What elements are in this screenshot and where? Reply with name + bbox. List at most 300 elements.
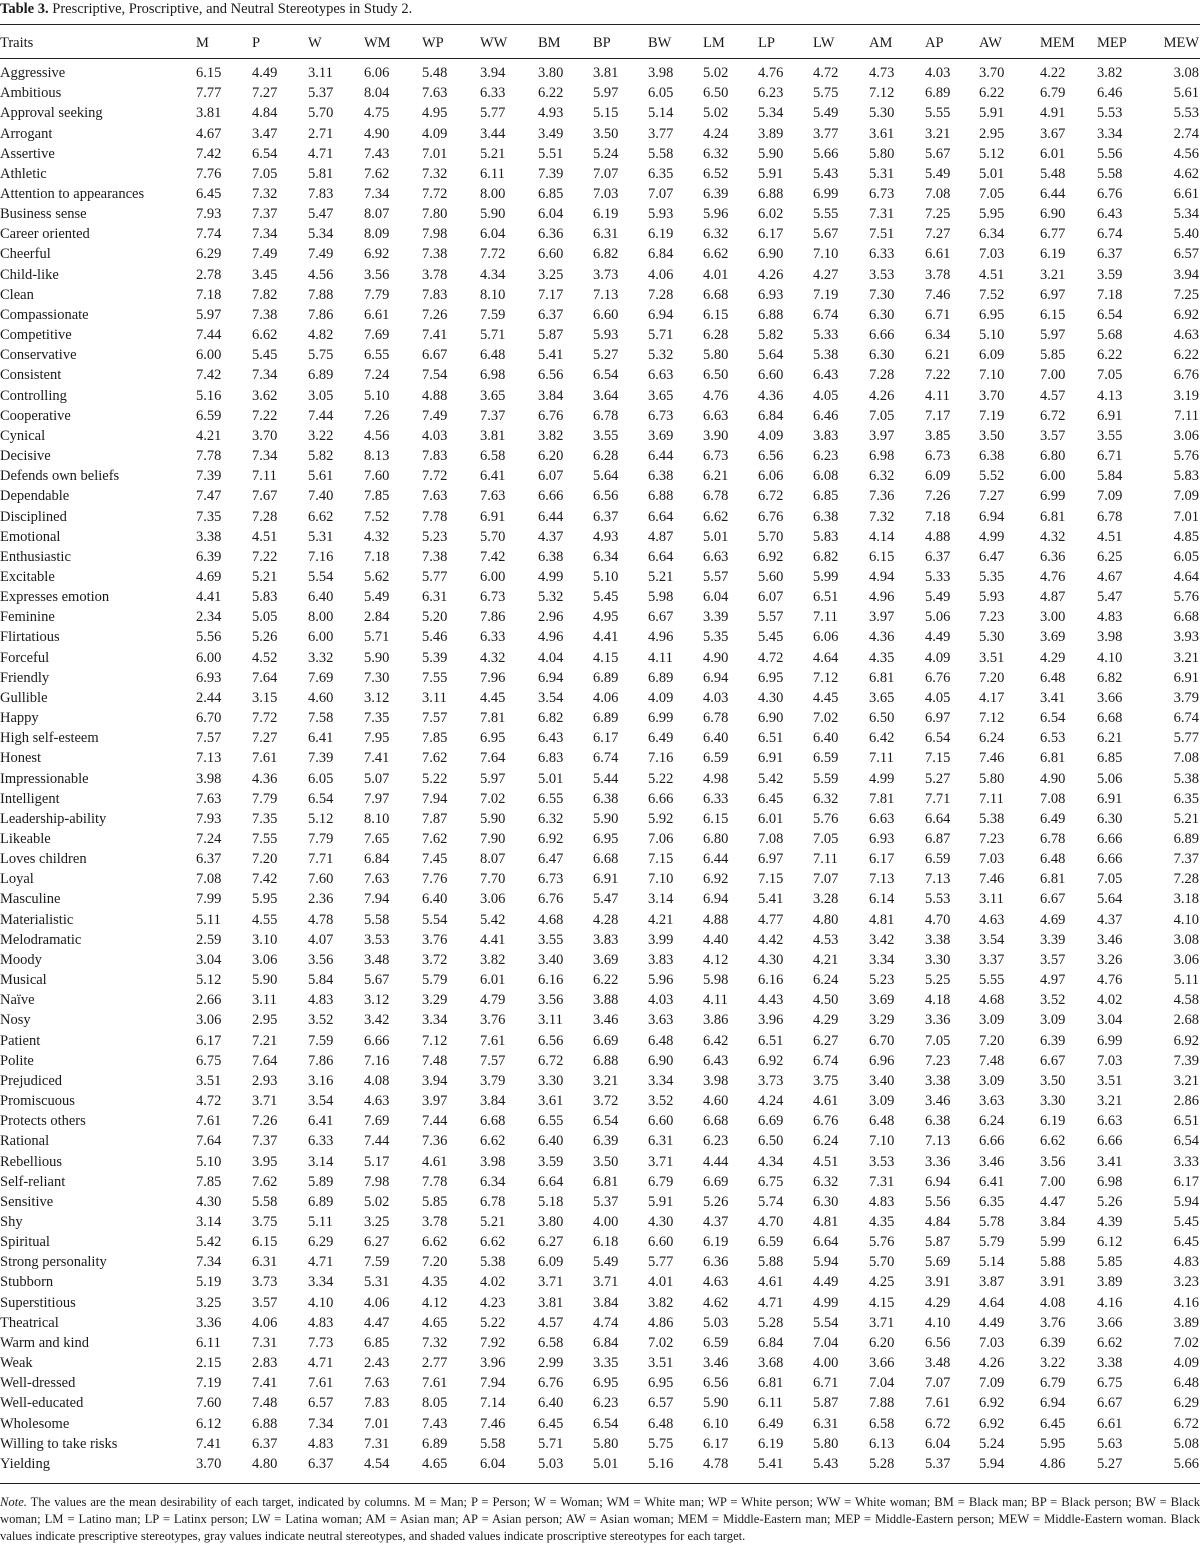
table-cell: 4.17 xyxy=(979,689,1005,706)
table-cell: 6.85 xyxy=(1097,750,1123,767)
table-cell: 4.32 xyxy=(480,649,506,666)
table-cell: 3.39 xyxy=(703,609,729,626)
table-cell: 5.76 xyxy=(813,810,839,827)
table-cell: 7.12 xyxy=(979,710,1005,727)
table-cell: 7.78 xyxy=(422,508,448,525)
table-row xyxy=(0,103,1200,123)
table-cell: 3.44 xyxy=(480,125,506,142)
table-row xyxy=(0,708,1200,728)
table-cell: 5.89 xyxy=(308,1173,334,1190)
table-cell: 5.11 xyxy=(196,911,221,928)
table-cell: 6.31 xyxy=(648,1133,674,1150)
table-cell: 5.97 xyxy=(480,770,506,787)
table-cell: 5.32 xyxy=(648,347,674,364)
table-cell: 6.78 xyxy=(1040,831,1066,848)
table-cell: 4.79 xyxy=(480,992,506,1009)
table-cell: 4.61 xyxy=(813,1093,839,1110)
table-cell: 5.80 xyxy=(979,770,1005,787)
table-cell: 6.62 xyxy=(703,246,729,263)
table-cell: 5.18 xyxy=(538,1193,564,1210)
table-cell: 7.69 xyxy=(364,327,390,344)
table-cell: 7.21 xyxy=(252,1032,278,1049)
table-row xyxy=(0,527,1200,547)
table-cell: 5.80 xyxy=(593,1435,619,1452)
table-cell: 6.66 xyxy=(648,790,674,807)
table-cell: 7.65 xyxy=(364,831,390,848)
table-cell: 7.28 xyxy=(1173,871,1199,888)
table-cell: 6.68 xyxy=(703,1113,729,1130)
table-cell: 4.67 xyxy=(1097,568,1123,585)
trait-name: Expresses emotion xyxy=(0,589,110,606)
table-cell: 5.41 xyxy=(758,891,784,908)
table-cell: 3.59 xyxy=(538,1153,564,1170)
table-cell: 7.03 xyxy=(979,1334,1005,1351)
table-cell: 4.93 xyxy=(593,528,619,545)
table-cell: 6.45 xyxy=(758,790,784,807)
table-cell: 5.10 xyxy=(196,1153,222,1170)
table-cell: 6.38 xyxy=(925,1113,951,1130)
table-cell: 4.77 xyxy=(758,911,784,928)
table-cell: 6.92 xyxy=(758,548,784,565)
table-cell: 4.64 xyxy=(1173,568,1199,585)
table-cell: 5.25 xyxy=(925,972,951,989)
column-header: LM xyxy=(703,34,725,51)
table-cell: 3.91 xyxy=(1040,1274,1066,1291)
trait-name: Compassionate xyxy=(0,306,89,323)
table-cell: 7.83 xyxy=(422,286,448,303)
table-cell: 3.06 xyxy=(480,891,506,908)
table-cell: 5.57 xyxy=(703,568,729,585)
table-cell: 6.81 xyxy=(758,1375,784,1392)
table-cell: 4.99 xyxy=(979,528,1005,545)
table-cell: 4.06 xyxy=(648,266,674,283)
table-cell: 3.98 xyxy=(703,1072,729,1089)
table-cell: 7.55 xyxy=(422,669,448,686)
table-cell: 6.79 xyxy=(648,1173,674,1190)
table-cell: 5.37 xyxy=(308,85,334,102)
table-cell: 5.76 xyxy=(1173,589,1199,606)
table-cell: 6.48 xyxy=(648,1415,674,1432)
table-row xyxy=(0,889,1200,909)
table-cell: 5.96 xyxy=(703,206,729,223)
table-cell: 7.03 xyxy=(593,186,619,203)
table-cell: 3.81 xyxy=(593,65,619,82)
table-cell: 7.64 xyxy=(480,750,506,767)
table-cell: 6.61 xyxy=(1173,186,1199,203)
table-cell: 3.46 xyxy=(1097,931,1123,948)
table-cell: 7.31 xyxy=(252,1334,278,1351)
table-row xyxy=(0,930,1200,950)
table-cell: 6.60 xyxy=(593,306,619,323)
trait-name: Enthusiastic xyxy=(0,548,71,565)
table-cell: 4.37 xyxy=(538,528,564,545)
table-cell: 4.09 xyxy=(925,649,951,666)
table-cell: 4.54 xyxy=(364,1455,390,1472)
table-cell: 6.63 xyxy=(869,810,895,827)
table-cell: 6.93 xyxy=(869,831,895,848)
table-cell: 7.82 xyxy=(252,286,278,303)
table-row xyxy=(0,1272,1200,1292)
table-cell: 6.54 xyxy=(308,790,334,807)
table-cell: 6.55 xyxy=(538,1113,564,1130)
table-cell: 6.17 xyxy=(869,851,895,868)
table-cell: 6.39 xyxy=(196,548,222,565)
table-cell: 6.88 xyxy=(252,1415,278,1432)
column-header: M xyxy=(196,34,209,51)
table-cell: 6.78 xyxy=(480,1193,506,1210)
table-cell: 7.60 xyxy=(364,468,390,485)
table-cell: 3.42 xyxy=(364,1012,390,1029)
table-cell: 6.51 xyxy=(758,1032,784,1049)
table-cell: 7.47 xyxy=(196,488,222,505)
table-row xyxy=(0,1373,1200,1393)
table-cell: 6.57 xyxy=(308,1395,334,1412)
table-cell: 5.71 xyxy=(538,1435,564,1452)
table-cell: 7.79 xyxy=(308,831,334,848)
trait-name: Warm and kind xyxy=(0,1334,90,1351)
table-cell: 3.28 xyxy=(813,891,839,908)
table-cell: 3.87 xyxy=(979,1274,1005,1291)
table-cell: 4.09 xyxy=(422,125,448,142)
table-cell: 4.28 xyxy=(593,911,619,928)
table-cell: 3.29 xyxy=(869,1012,895,1029)
table-cell: 7.72 xyxy=(422,468,448,485)
table-cell: 5.90 xyxy=(364,649,390,666)
table-cell: 3.65 xyxy=(648,387,674,404)
table-cell: 4.56 xyxy=(1173,145,1199,162)
table-cell: 6.04 xyxy=(480,226,506,243)
table-cell: 2.78 xyxy=(196,266,222,283)
table-row xyxy=(0,365,1200,385)
table-cell: 7.01 xyxy=(1173,508,1199,525)
table-cell: 7.48 xyxy=(979,1052,1005,1069)
table-cell: 6.96 xyxy=(869,1052,895,1069)
table-cell: 6.62 xyxy=(422,1234,448,1251)
table-cell: 3.40 xyxy=(869,1072,895,1089)
table-cell: 7.96 xyxy=(480,669,506,686)
table-cell: 6.60 xyxy=(538,246,564,263)
table-cell: 7.44 xyxy=(364,1133,390,1150)
table-row xyxy=(0,486,1200,506)
table-cell: 6.64 xyxy=(813,1234,839,1251)
table-cell: 7.77 xyxy=(196,85,222,102)
table-cell: 6.39 xyxy=(703,186,729,203)
table-cell: 6.28 xyxy=(703,327,729,344)
table-cell: 7.14 xyxy=(480,1395,506,1412)
table-row xyxy=(0,1151,1200,1171)
table-cell: 7.02 xyxy=(1173,1334,1199,1351)
table-cell: 6.68 xyxy=(1173,609,1199,626)
table-cell: 6.54 xyxy=(593,367,619,384)
table-cell: 7.72 xyxy=(422,186,448,203)
table-cell: 4.95 xyxy=(593,609,619,626)
table-cell: 7.13 xyxy=(925,1133,951,1150)
trait-name: Melodramatic xyxy=(0,931,82,948)
table-cell: 7.05 xyxy=(1097,871,1123,888)
table-cell: 6.51 xyxy=(1173,1113,1199,1130)
table-cell: 7.46 xyxy=(480,1415,506,1432)
table-row xyxy=(0,970,1200,990)
table-cell: 8.04 xyxy=(364,85,390,102)
table-cell: 6.80 xyxy=(703,831,729,848)
table-cell: 3.78 xyxy=(422,266,448,283)
table-cell: 5.23 xyxy=(869,972,895,989)
table-cell: 5.45 xyxy=(1173,1213,1199,1230)
table-cell: 5.71 xyxy=(364,629,390,646)
table-cell: 6.36 xyxy=(538,226,564,243)
table-cell: 5.45 xyxy=(593,589,619,606)
table-row xyxy=(0,950,1200,970)
table-cell: 3.54 xyxy=(308,1093,334,1110)
table-cell: 7.38 xyxy=(422,548,448,565)
table-cell: 7.90 xyxy=(480,831,506,848)
table-cell: 5.85 xyxy=(1040,347,1066,364)
table-cell: 5.95 xyxy=(252,891,278,908)
table-cell: 5.77 xyxy=(422,568,448,585)
table-cell: 5.11 xyxy=(1174,972,1199,989)
table-cell: 3.72 xyxy=(593,1093,619,1110)
table-cell: 6.37 xyxy=(196,851,222,868)
trait-name: Ambitious xyxy=(0,85,62,102)
table-cell: 5.41 xyxy=(538,347,564,364)
table-cell: 5.61 xyxy=(1173,85,1199,102)
table-row xyxy=(0,123,1200,143)
table-cell: 6.54 xyxy=(1097,306,1123,323)
table-cell: 4.29 xyxy=(813,1012,839,1029)
table-cell: 5.07 xyxy=(364,770,390,787)
table-cell: 3.71 xyxy=(593,1274,619,1291)
table-cell: 2.84 xyxy=(364,609,390,626)
table-cell: 5.10 xyxy=(593,568,619,585)
table-cell: 4.85 xyxy=(1173,528,1199,545)
column-header: WW xyxy=(480,34,508,51)
table-cell: 7.46 xyxy=(979,750,1005,767)
table-cell: 4.10 xyxy=(308,1294,334,1311)
table-cell: 4.72 xyxy=(196,1093,222,1110)
table-cell: 7.09 xyxy=(1097,488,1123,505)
table-cell: 7.93 xyxy=(196,206,222,223)
table-cell: 6.22 xyxy=(1097,347,1123,364)
table-row xyxy=(0,1232,1200,1252)
table-cell: 7.69 xyxy=(364,1113,390,1130)
table-cell: 3.84 xyxy=(480,1093,506,1110)
table-cell: 3.80 xyxy=(538,65,564,82)
table-cell: 7.62 xyxy=(252,1173,278,1190)
table-cell: 6.72 xyxy=(758,488,784,505)
table-cell: 3.51 xyxy=(1097,1072,1123,1089)
table-cell: 6.35 xyxy=(648,165,674,182)
table-cell: 7.40 xyxy=(308,488,334,505)
table-cell: 3.73 xyxy=(593,266,619,283)
table-cell: 6.67 xyxy=(1040,1052,1066,1069)
table-cell: 4.09 xyxy=(1173,1355,1199,1372)
table-cell: 6.59 xyxy=(703,750,729,767)
table-cell: 3.91 xyxy=(925,1274,951,1291)
table-row xyxy=(0,748,1200,768)
table-cell: 7.09 xyxy=(979,1375,1005,1392)
table-cell: 7.72 xyxy=(252,710,278,727)
table-cell: 7.59 xyxy=(364,1254,390,1271)
table-cell: 7.41 xyxy=(252,1375,278,1392)
column-header: MEP xyxy=(1097,34,1127,51)
table-cell: 6.22 xyxy=(538,85,564,102)
table-cell: 4.30 xyxy=(758,951,784,968)
table-cell: 6.51 xyxy=(758,730,784,747)
trait-name: Superstitious xyxy=(0,1294,76,1311)
table-cell: 7.94 xyxy=(364,891,390,908)
table-row xyxy=(0,184,1200,204)
table-row xyxy=(0,990,1200,1010)
table-cell: 7.30 xyxy=(364,669,390,686)
table-cell: 3.32 xyxy=(308,649,334,666)
table-cell: 4.02 xyxy=(1097,992,1123,1009)
table-cell: 4.03 xyxy=(648,992,674,1009)
table-cell: 5.27 xyxy=(593,347,619,364)
table-cell: 5.68 xyxy=(1097,327,1123,344)
table-cell: 4.74 xyxy=(593,1314,619,1331)
table-cell: 4.69 xyxy=(1040,911,1066,928)
table-cell: 5.80 xyxy=(703,347,729,364)
table-cell: 3.14 xyxy=(648,891,674,908)
table-cell: 4.60 xyxy=(308,689,334,706)
trait-name: Approval seeking xyxy=(0,105,103,122)
table-cell: 5.37 xyxy=(593,1193,619,1210)
table-cell: 3.82 xyxy=(1097,65,1123,82)
table-cell: 6.34 xyxy=(593,548,619,565)
table-cell: 6.98 xyxy=(1097,1173,1123,1190)
table-cell: 4.10 xyxy=(925,1314,951,1331)
table-cell: 4.81 xyxy=(869,911,895,928)
table-cell: 6.40 xyxy=(538,1133,564,1150)
table-row xyxy=(0,224,1200,244)
column-header: WP xyxy=(422,34,444,51)
table-cell: 7.60 xyxy=(196,1395,222,1412)
table-cell: 7.94 xyxy=(480,1375,506,1392)
table-row xyxy=(0,809,1200,829)
table-cell: 4.75 xyxy=(364,105,390,122)
table-cell: 5.21 xyxy=(480,145,506,162)
trait-name: Cooperative xyxy=(0,407,71,424)
table-cell: 5.32 xyxy=(538,589,564,606)
table-cell: 6.46 xyxy=(1097,85,1123,102)
table-cell: 4.30 xyxy=(196,1193,222,1210)
table-cell: 7.08 xyxy=(1173,750,1199,767)
table-cell: 7.12 xyxy=(422,1032,448,1049)
table-cell: 6.69 xyxy=(703,1173,729,1190)
table-cell: 5.35 xyxy=(979,568,1005,585)
table-cell: 6.98 xyxy=(869,448,895,465)
table-cell: 4.16 xyxy=(1097,1294,1123,1311)
table-cell: 6.66 xyxy=(1097,851,1123,868)
table-cell: 6.82 xyxy=(1097,669,1123,686)
table-cell: 4.65 xyxy=(422,1455,448,1472)
table-cell: 6.19 xyxy=(758,1435,784,1452)
table-cell: 6.75 xyxy=(758,1173,784,1190)
table-row xyxy=(0,244,1200,264)
column-header: AM xyxy=(869,34,893,51)
table-cell: 5.97 xyxy=(196,306,222,323)
table-cell: 7.22 xyxy=(252,407,278,424)
table-cell: 5.99 xyxy=(1040,1234,1066,1251)
table-cell: 6.62 xyxy=(1097,1334,1123,1351)
table-cell: 6.04 xyxy=(703,589,729,606)
table-cell: 7.58 xyxy=(308,710,334,727)
table-cell: 6.00 xyxy=(308,629,334,646)
table-cell: 3.57 xyxy=(252,1294,278,1311)
column-header: AW xyxy=(979,34,1002,51)
table-cell: 6.49 xyxy=(758,1415,784,1432)
table-cell: 6.75 xyxy=(196,1052,222,1069)
table-cell: 3.69 xyxy=(869,992,895,1009)
table-row xyxy=(0,1172,1200,1192)
table-cell: 3.21 xyxy=(593,1072,619,1089)
table-cell: 6.59 xyxy=(703,1334,729,1351)
table-cell: 4.68 xyxy=(979,992,1005,1009)
table-cell: 4.63 xyxy=(1173,327,1199,344)
table-cell: 6.32 xyxy=(703,145,729,162)
table-cell: 6.88 xyxy=(593,1052,619,1069)
table-cell: 3.79 xyxy=(1173,689,1199,706)
table-cell: 4.64 xyxy=(813,649,839,666)
table-cell: 6.76 xyxy=(1097,186,1123,203)
table-cell: 4.76 xyxy=(758,65,784,82)
table-cell: 3.06 xyxy=(1173,951,1199,968)
table-row xyxy=(0,426,1200,446)
table-cell: 2.77 xyxy=(422,1355,448,1372)
table-cell: 6.21 xyxy=(703,468,729,485)
trait-name: Cynical xyxy=(0,427,46,444)
table-cell: 3.04 xyxy=(1097,1012,1123,1029)
table-cell: 6.81 xyxy=(593,1173,619,1190)
table-cell: 4.86 xyxy=(1040,1455,1066,1472)
table-cell: 3.37 xyxy=(979,951,1005,968)
table-cell: 7.85 xyxy=(422,730,448,747)
table-cell: 6.66 xyxy=(364,1032,390,1049)
table-cell: 4.16 xyxy=(1173,1294,1199,1311)
table-cell: 6.54 xyxy=(1040,710,1066,727)
table-cell: 4.57 xyxy=(1040,387,1066,404)
table-cell: 7.42 xyxy=(196,367,222,384)
table-cell: 6.19 xyxy=(1040,1113,1066,1130)
table-cell: 4.94 xyxy=(869,568,895,585)
table-cell: 6.37 xyxy=(925,548,951,565)
table-cell: 6.92 xyxy=(538,831,564,848)
table-cell: 5.58 xyxy=(1097,165,1123,182)
table-cell: 5.81 xyxy=(308,165,334,182)
table-cell: 2.74 xyxy=(1173,125,1199,142)
table-cell: 3.05 xyxy=(308,387,334,404)
table-cell: 4.49 xyxy=(979,1314,1005,1331)
table-cell: 4.71 xyxy=(308,1355,334,1372)
table-cell: 5.49 xyxy=(593,1254,619,1271)
table-cell: 6.15 xyxy=(703,306,729,323)
table-cell: 5.08 xyxy=(1173,1435,1199,1452)
table-cell: 7.83 xyxy=(422,448,448,465)
table-top-rule xyxy=(0,24,1200,25)
table-cell: 6.33 xyxy=(480,85,506,102)
column-header-traits: Traits xyxy=(0,34,34,51)
table-cell: 7.92 xyxy=(480,1334,506,1351)
table-cell: 6.21 xyxy=(925,347,951,364)
table-cell: 4.39 xyxy=(1097,1213,1123,1230)
table-cell: 3.69 xyxy=(593,951,619,968)
table-cell: 6.24 xyxy=(979,730,1005,747)
table-cell: 3.97 xyxy=(869,609,895,626)
table-cell: 5.03 xyxy=(538,1455,564,1472)
table-cell: 7.12 xyxy=(869,85,895,102)
table-row xyxy=(0,1252,1200,1272)
table-row xyxy=(0,829,1200,849)
